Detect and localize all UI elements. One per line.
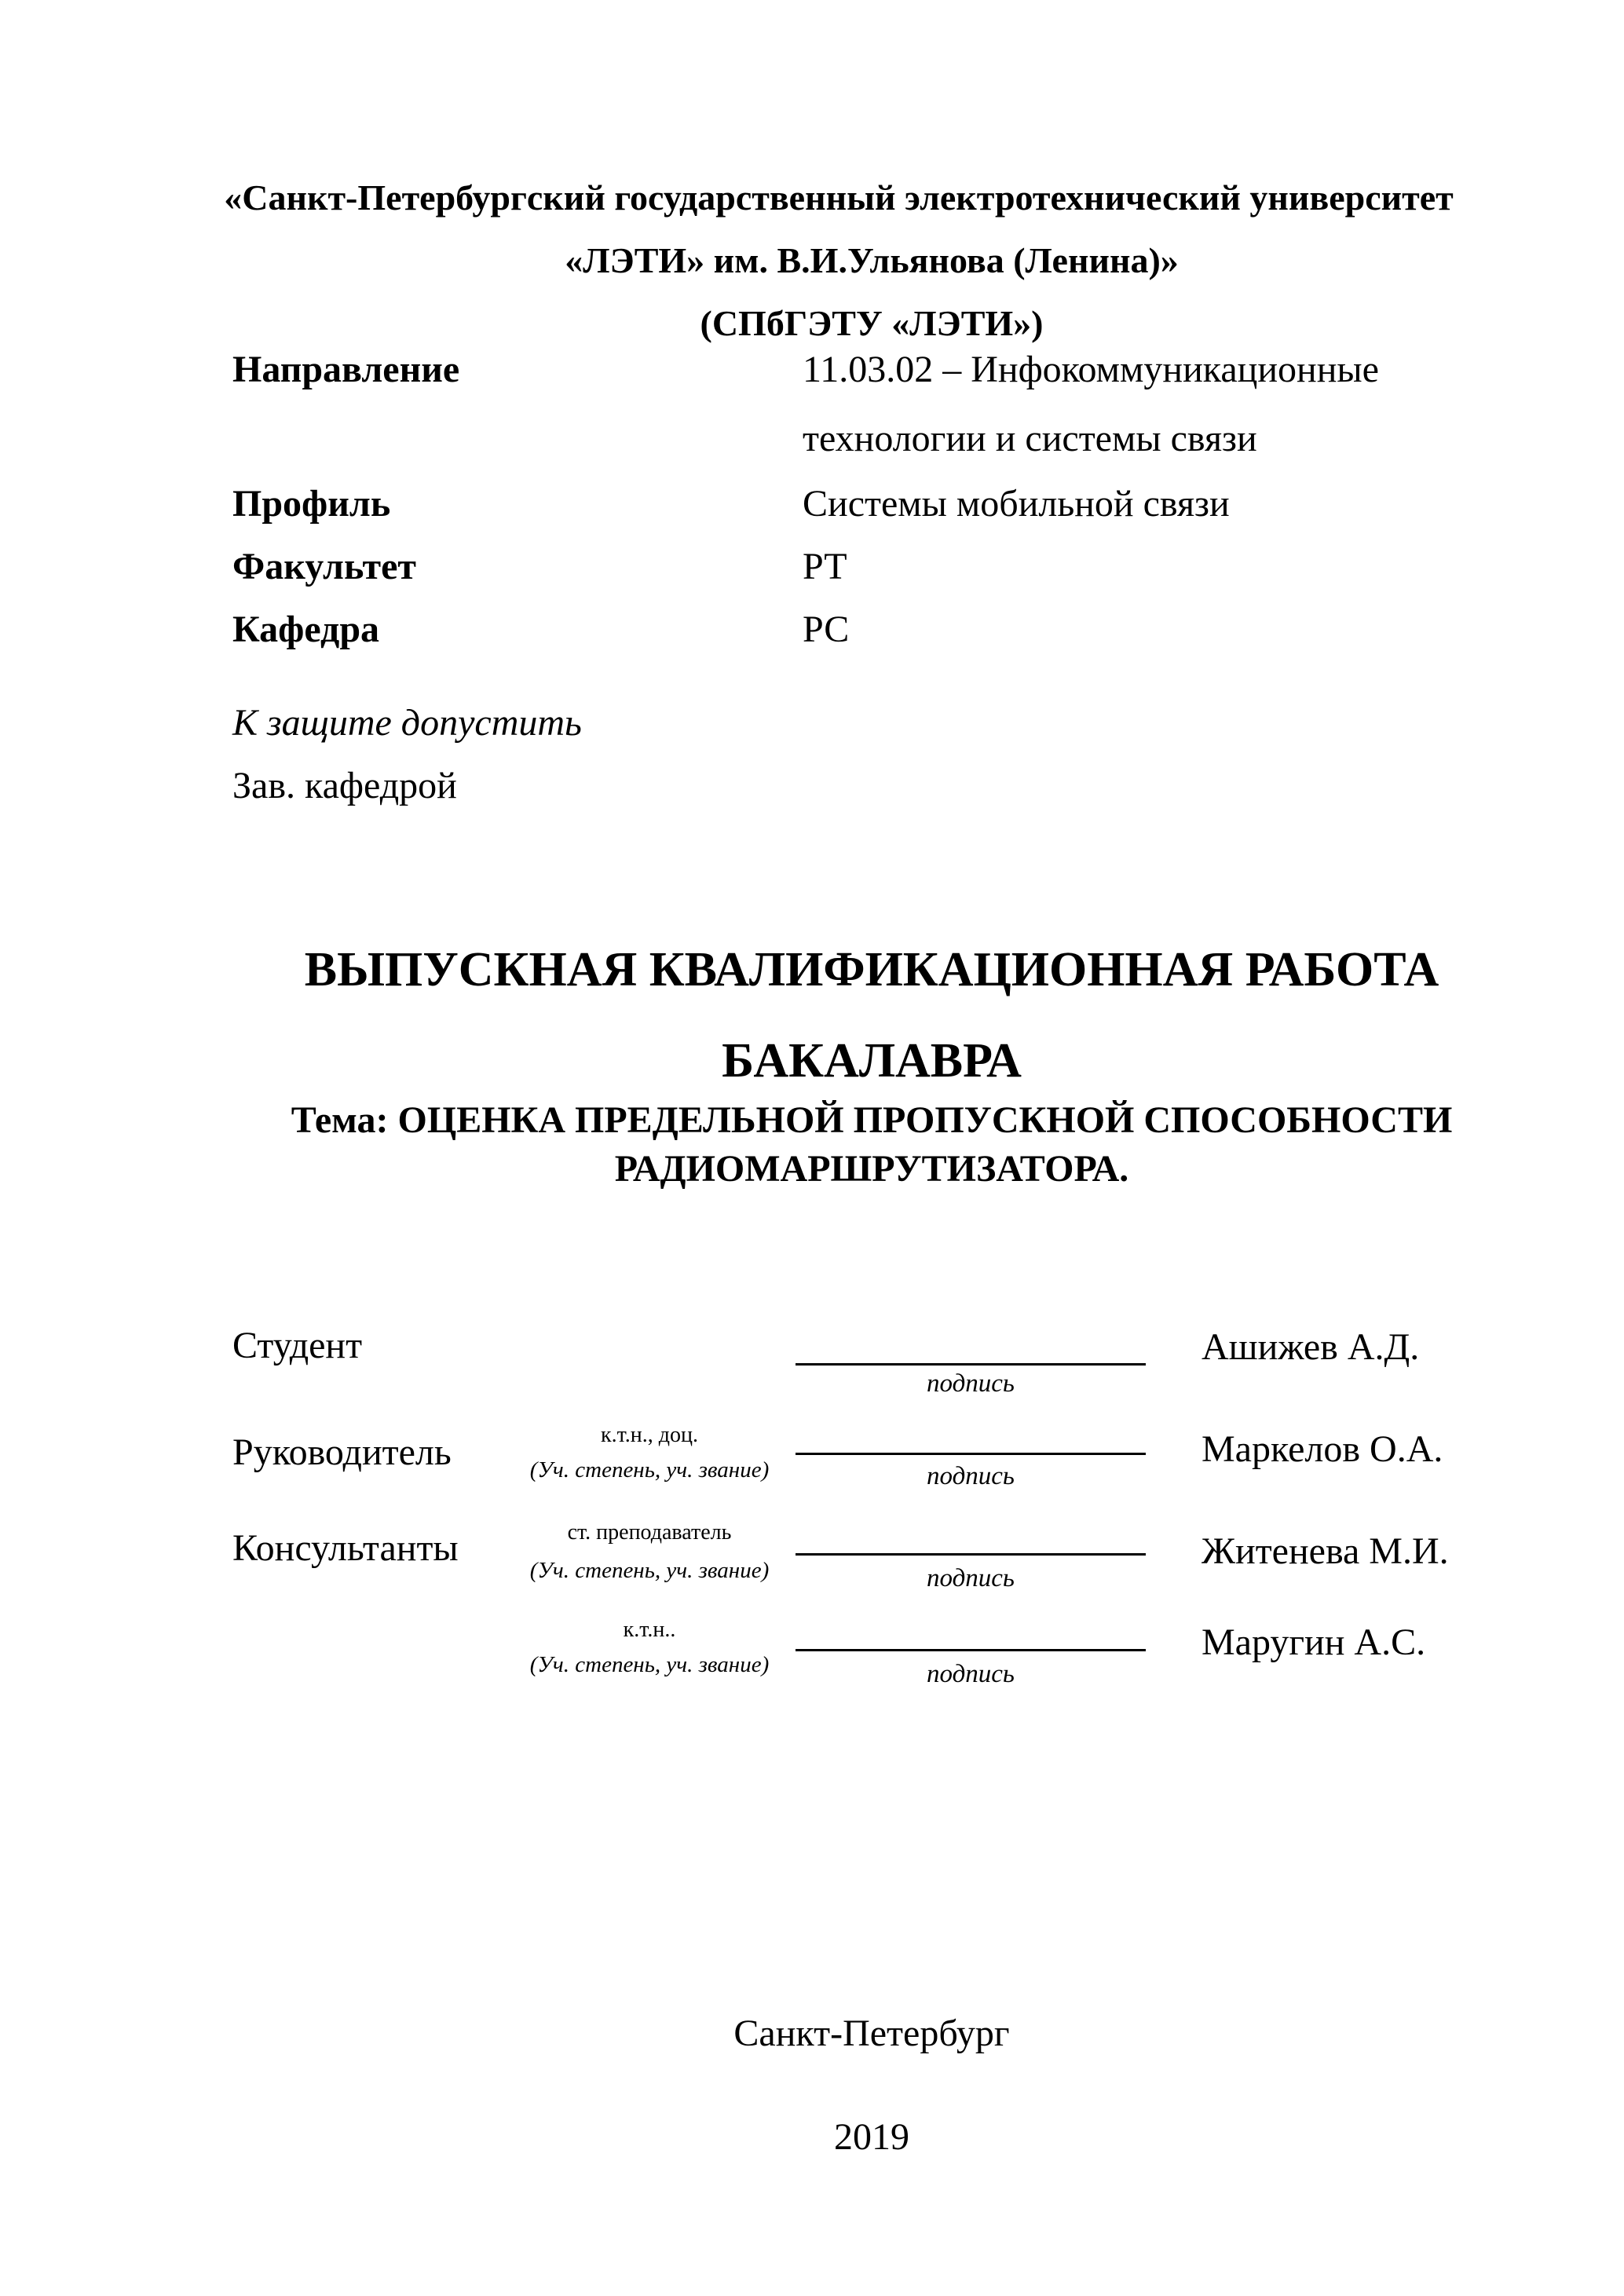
signature-caption: подпись [927, 1369, 1015, 1398]
signature-line [796, 1453, 1146, 1455]
university-name-line3: (СПбГЭТУ «ЛЭТИ») [700, 303, 1044, 343]
university-name-line1: «Санкт-Петербургский государственный электротехнический университет [224, 177, 1454, 218]
department-head-label: Зав. кафедрой [232, 765, 457, 806]
signature-line [796, 1553, 1146, 1556]
signature-degree: ст. преподаватель [567, 1520, 732, 1545]
field-value-profile: Системы мобильной связи [803, 483, 1230, 525]
signature-degree: к.т.н., доц. [601, 1423, 698, 1447]
signature-degree-caption: (Уч. степень, уч. звание) [529, 1558, 770, 1583]
signature-row-consultant-1 [232, 1520, 1511, 1630]
signature-degree-caption: (Уч. степень, уч. звание) [529, 1652, 770, 1677]
signature-caption: подпись [927, 1462, 1015, 1490]
footer-city: Санкт-Петербург [733, 2013, 1010, 2054]
field-value-direction-line1: 11.03.02 – Инфокоммуникационные [803, 349, 1379, 390]
signature-name: Маркелов О.А. [1202, 1428, 1443, 1470]
admission-statement: К защите допустить [232, 702, 582, 744]
university-header [224, 166, 1511, 355]
field-value-department: РС [803, 609, 850, 650]
signature-name: Житенева М.И. [1202, 1530, 1449, 1572]
signature-row-student [232, 1324, 1511, 1434]
signature-role: Студент [232, 1325, 363, 1366]
field-label-department: Кафедра [232, 609, 380, 650]
work-title-line1: ВЫПУСКНАЯ КВАЛИФИКАЦИОННАЯ РАБОТА [304, 943, 1439, 996]
university-name-line2: «ЛЭТИ» им. В.И.Ульянова (Ленина)» [565, 240, 1179, 280]
theme-line1: Тема: ОЦЕНКА ПРЕДЕЛЬНОЙ ПРОПУСКНОЙ СПОСОБНОСТИ [291, 1099, 1453, 1141]
signature-role: Руководитель [232, 1431, 452, 1473]
field-value-direction-line2: технологии и системы связи [803, 418, 1257, 459]
signature-degree: к.т.н.. [623, 1618, 676, 1642]
signature-name: Ашижев А.Д. [1202, 1326, 1420, 1368]
field-label-faculty: Факультет [232, 546, 416, 587]
field-value-faculty: РТ [803, 546, 847, 587]
signature-row-consultant-2 [232, 1616, 1511, 1726]
signature-line [796, 1649, 1146, 1651]
theme-line2: РАДИОМАРШРУТИЗАТОРА. [614, 1148, 1129, 1190]
field-label-direction: Направление [232, 349, 460, 390]
signature-line [796, 1363, 1146, 1366]
footer-year: 2019 [834, 2116, 909, 2158]
signature-row-supervisor [232, 1423, 1511, 1533]
signature-name: Маругин А.С. [1202, 1621, 1426, 1663]
field-label-profile: Профиль [232, 483, 391, 525]
work-title-line2: БАКАЛАВРА [722, 1034, 1022, 1088]
signature-caption: подпись [927, 1564, 1015, 1592]
signature-role: Консультанты [232, 1527, 459, 1569]
signature-caption: подпись [927, 1660, 1015, 1688]
signature-degree-caption: (Уч. степень, уч. звание) [529, 1457, 770, 1483]
